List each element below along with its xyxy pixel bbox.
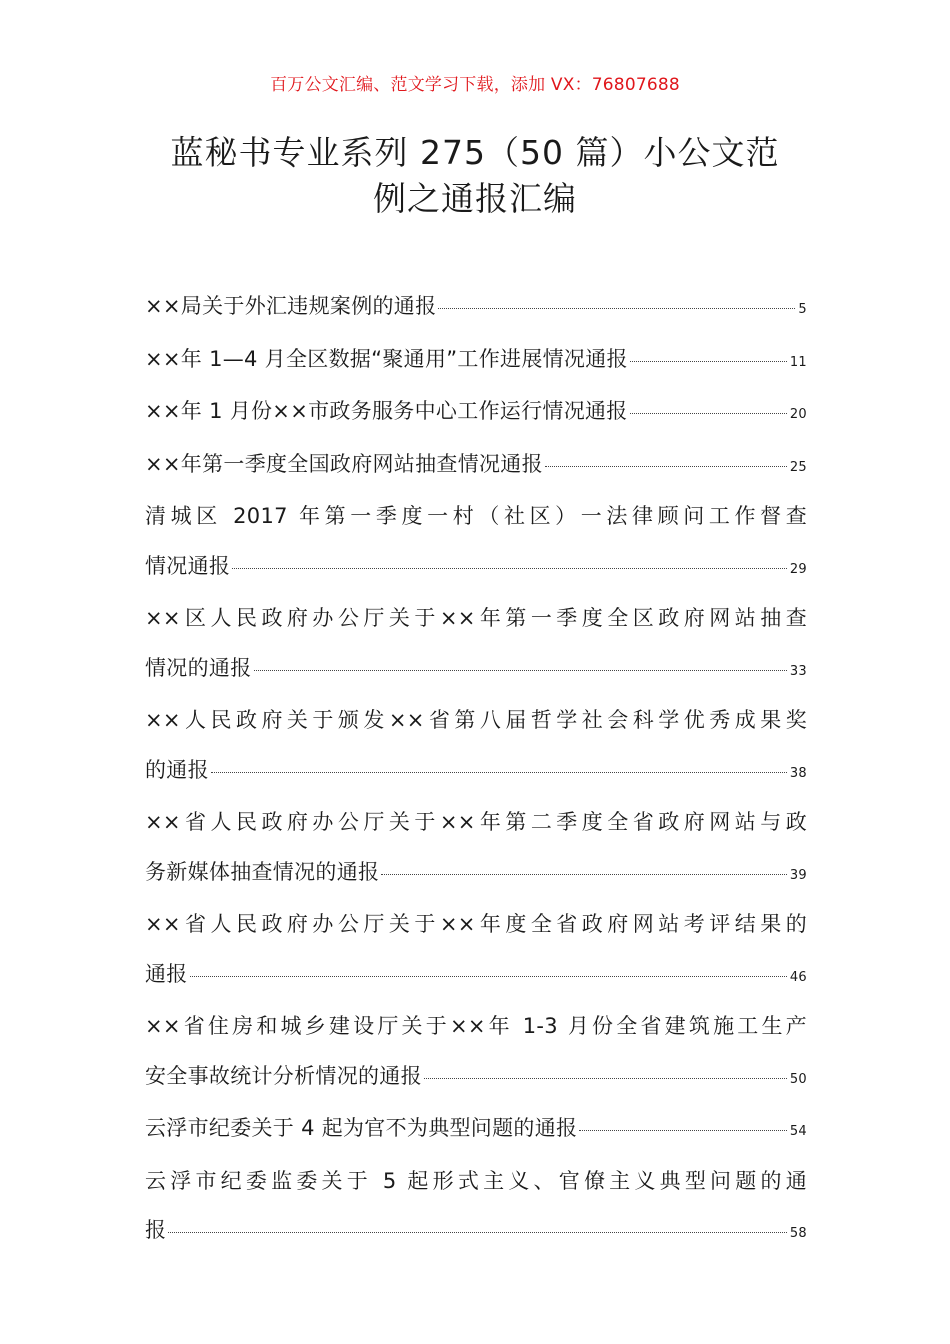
toc-dot-leader	[630, 361, 787, 362]
toc-dot-leader	[579, 1130, 787, 1131]
toc-page-number: 54	[789, 1124, 807, 1139]
toc-entry[interactable]	[145, 696, 807, 798]
toc-dot-leader	[254, 670, 787, 671]
toc-entry-title: 情况通报	[145, 553, 231, 578]
toc-entry-title: ××年第一季度全国政府网站抽查情况通报	[145, 451, 543, 476]
toc-entry-title: 报	[145, 1218, 167, 1242]
toc-page-number: 50	[789, 1071, 807, 1087]
toc-entry-title: ××年 1—4 月全区数据“聚通用”工作进展情况通报	[145, 346, 628, 371]
toc-dot-leader	[438, 308, 795, 309]
toc-entry-title-line: 清城区 2017 年第一季度一村（社区）一法律顾问工作督查	[145, 504, 807, 528]
table-of-contents	[145, 282, 807, 1259]
toc-page-number: 38	[789, 765, 807, 781]
toc-page-number: 39	[789, 867, 807, 883]
toc-entry[interactable]	[145, 387, 807, 440]
toc-entry-title-line: ××省人民政府办公厅关于××年第二季度全省政府网站与政	[145, 810, 807, 834]
toc-dot-leader	[232, 568, 787, 569]
toc-entry[interactable]	[145, 594, 807, 696]
toc-entry-row	[145, 950, 807, 1003]
toc-entry-title: 的通报	[145, 757, 209, 782]
toc-entry-title: 云浮市纪委关于 4 起为官不为典型问题的通报	[145, 1116, 578, 1140]
toc-entry[interactable]	[145, 900, 807, 1002]
toc-page-number: 58	[789, 1226, 807, 1241]
toc-entry-row	[145, 387, 807, 440]
toc-entry-row	[145, 1104, 807, 1157]
toc-page-number: 33	[789, 663, 807, 679]
toc-page-number: 11	[789, 354, 807, 370]
toc-page-number: 25	[789, 459, 807, 475]
toc-entry-title: 通报	[145, 961, 188, 986]
toc-entry-title-line: ××人民政府关于颁发××省第八届哲学社会科学优秀成果奖	[145, 708, 807, 732]
toc-entry[interactable]	[145, 282, 807, 335]
toc-page-number: 20	[789, 407, 807, 422]
toc-entry-row	[145, 1206, 807, 1259]
document-title	[140, 130, 810, 222]
toc-dot-leader	[168, 1232, 787, 1233]
toc-entry-title: 情况的通报	[145, 655, 252, 680]
toc-entry-title: 安全事故统计分析情况的通报	[145, 1063, 422, 1088]
toc-entry-title-line: 云浮市纪委监委关于 5 起形式主义、官僚主义典型问题的通	[145, 1168, 807, 1193]
toc-entry[interactable]	[145, 335, 807, 388]
toc-dot-leader	[545, 466, 787, 467]
toc-entry-title-line: ××省住房和城乡建设厅关于××年 1-3 月份全省建筑施工生产	[145, 1014, 807, 1038]
toc-entry-row	[145, 282, 807, 335]
toc-dot-leader	[381, 874, 787, 875]
toc-entry-row	[145, 1052, 807, 1105]
toc-entry[interactable]	[145, 1002, 807, 1104]
document-title-line-2: 例之通报汇编	[373, 179, 577, 218]
toc-page-number: 29	[789, 561, 807, 577]
toc-dot-leader	[211, 772, 787, 773]
toc-entry-row	[145, 848, 807, 901]
toc-entry-title-line: ××省人民政府办公厅关于××年度全省政府网站考评结果的	[145, 912, 807, 936]
toc-entry-title: 务新媒体抽查情况的通报	[145, 859, 380, 884]
toc-entry-row	[145, 440, 807, 493]
toc-entry-row	[145, 542, 807, 595]
toc-entry-title: ××年 1 月份××市政务服务中心工作运行情况通报	[145, 399, 628, 423]
document-title-line-1: 蓝秘书专业系列 275（50 篇）小公文范	[170, 133, 780, 172]
toc-entry-title: ××局关于外汇违规案例的通报	[145, 294, 437, 318]
toc-entry[interactable]	[145, 492, 807, 594]
toc-entry-row	[145, 335, 807, 388]
toc-dot-leader	[424, 1078, 787, 1079]
toc-entry[interactable]	[145, 440, 807, 493]
toc-entry[interactable]	[145, 798, 807, 900]
promo-banner: 百万公文汇编、范文学习下载，添加 VX：76807688	[270, 75, 680, 95]
toc-entry[interactable]	[145, 1104, 807, 1157]
toc-entry-title-line: ××区人民政府办公厅关于××年第一季度全区政府网站抽查	[145, 606, 807, 630]
toc-dot-leader	[190, 976, 787, 977]
toc-entry[interactable]	[145, 1157, 807, 1259]
toc-dot-leader	[630, 413, 787, 414]
toc-page-number: 46	[789, 969, 807, 985]
toc-entry-row	[145, 644, 807, 697]
toc-entry-row	[145, 746, 807, 799]
toc-page-number: 5	[798, 302, 807, 317]
